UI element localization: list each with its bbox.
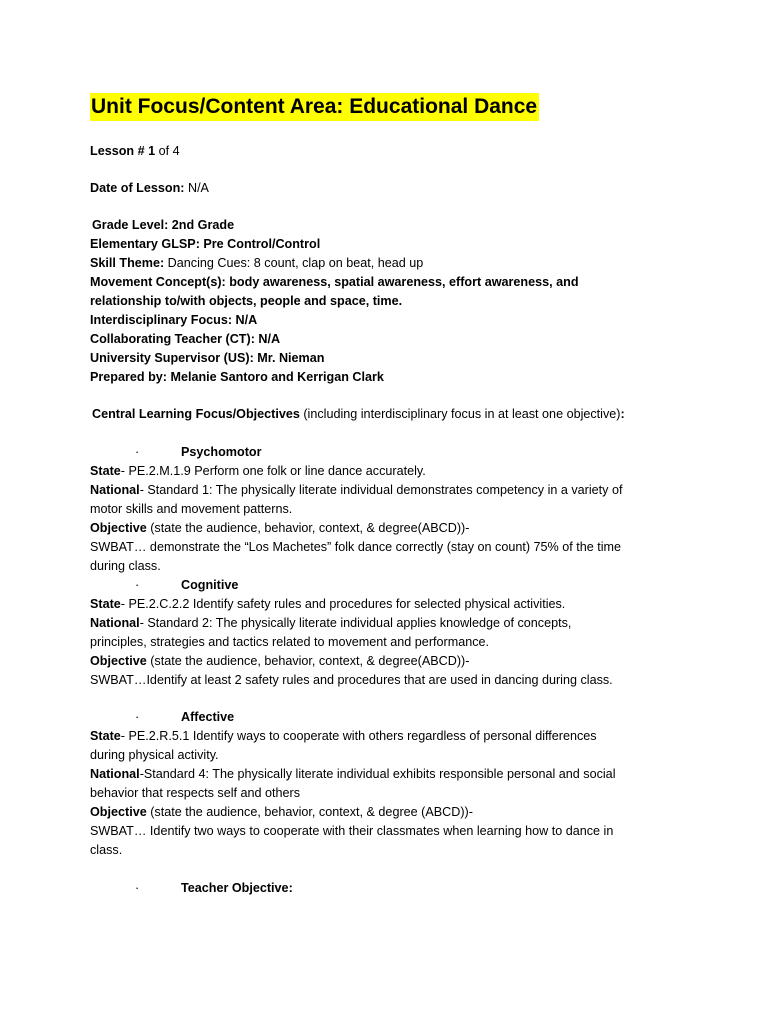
- state-text: - PE.2.C.2.2 Identify safety rules and procedures for selected physical activities.: [120, 597, 566, 611]
- objective-label: Objective: [90, 805, 147, 819]
- psychomotor-swbat-line1: SWBAT… demonstrate the “Los Machetes” folk dance correctly (stay on count) 75% of the time: [90, 540, 622, 554]
- interdisciplinary-focus: Interdisciplinary Focus: N/A: [90, 313, 258, 327]
- bullet-marker: ·: [135, 881, 140, 895]
- state-text: - PE.2.M.1.9 Perform one folk or line dance accurately.: [120, 464, 426, 478]
- state-label: State: [90, 729, 121, 743]
- skill-theme-value: Dancing Cues: 8 count, clap on beat, head up: [164, 256, 424, 270]
- cognitive-state: [90, 595, 565, 614]
- objective-text: (state the audience, behavior, context, & degree(ABCD))-: [146, 654, 470, 668]
- affective-swbat-line2: class.: [90, 843, 123, 857]
- central-focus-label: Central Learning Focus/Objectives: [92, 407, 300, 421]
- grade-level: Grade Level: 2nd Grade: [92, 218, 235, 232]
- psychomotor-national-line2: motor skills and movement patterns.: [90, 502, 293, 516]
- cognitive-national-line2: principles, strategies and tactics related to movement and performance.: [90, 635, 490, 649]
- glsp: Elementary GLSP: Pre Control/Control: [90, 237, 321, 251]
- cognitive-swbat-line1: SWBAT…Identify at least 2 safety rules and procedures that are used in dancing during class.: [90, 673, 613, 687]
- lesson-date: [90, 179, 209, 198]
- central-focus-colon: :: [620, 407, 625, 421]
- affective-swbat-line1: SWBAT… Identify two ways to cooperate with their classmates when learning how to dance in: [90, 824, 614, 838]
- affective-national: [90, 765, 616, 784]
- national-text: -Standard 4: The physically literate individual exhibits responsible personal and social: [139, 767, 616, 781]
- lesson-label: Lesson # 1: [90, 144, 156, 158]
- document-title: Unit Focus/Content Area: Educational Dance: [90, 93, 539, 121]
- objective-text: (state the audience, behavior, context, & degree(ABCD))-: [146, 521, 470, 535]
- cognitive-national: [90, 614, 571, 633]
- state-label: State: [90, 597, 121, 611]
- teacher-objective-heading: Teacher Objective:: [181, 881, 293, 895]
- collaborating-teacher: Collaborating Teacher (CT): N/A: [90, 332, 281, 346]
- bullet-marker: ·: [135, 578, 140, 592]
- affective-objective: [90, 803, 473, 822]
- skill-theme-label: Skill Theme:: [90, 256, 165, 270]
- bullet-marker: ·: [135, 710, 140, 724]
- psychomotor-state: [90, 462, 426, 481]
- psychomotor-swbat-line2: during class.: [90, 559, 161, 573]
- state-label: State: [90, 464, 121, 478]
- date-value: N/A: [184, 181, 209, 195]
- movement-concepts-line1: Movement Concept(s): body awareness, spatial awareness, effort awareness, and: [90, 275, 579, 289]
- bullet-marker: ·: [135, 445, 140, 459]
- affective-state: [90, 727, 597, 746]
- objective-label: Objective: [90, 521, 147, 535]
- psychomotor-heading: Psychomotor: [181, 445, 262, 459]
- national-text: - Standard 2: The physically literate individual applies knowledge of concepts,: [139, 616, 572, 630]
- psychomotor-objective: [90, 519, 469, 538]
- national-text: - Standard 1: The physically literate individual demonstrates competency in a variety of: [139, 483, 623, 497]
- national-label: National: [90, 616, 140, 630]
- central-learning-focus: [92, 405, 625, 424]
- affective-national-line2: behavior that respects self and others: [90, 786, 301, 800]
- state-text: - PE.2.R.5.1 Identify ways to cooperate with others regardless of personal differences: [120, 729, 597, 743]
- cognitive-heading: Cognitive: [181, 578, 239, 592]
- prepared-by: Prepared by: Melanie Santoro and Kerrigan Clark: [90, 370, 384, 384]
- cognitive-objective: [90, 652, 469, 671]
- lesson-number: [90, 142, 180, 161]
- objective-text: (state the audience, behavior, context, & degree (ABCD))-: [146, 805, 473, 819]
- national-label: National: [90, 767, 140, 781]
- psychomotor-national: [90, 481, 622, 500]
- movement-concepts-line2: relationship to/with objects, people and space, time.: [90, 294, 403, 308]
- affective-state-line2: during physical activity.: [90, 748, 219, 762]
- affective-heading: Affective: [181, 710, 235, 724]
- skill-theme: [90, 254, 423, 273]
- date-label: Date of Lesson:: [90, 181, 185, 195]
- lesson-value: of 4: [155, 144, 180, 158]
- national-label: National: [90, 483, 140, 497]
- central-focus-value: (including interdisciplinary focus in at least one objective): [299, 407, 621, 421]
- university-supervisor: University Supervisor (US): Mr. Nieman: [90, 351, 325, 365]
- objective-label: Objective: [90, 654, 147, 668]
